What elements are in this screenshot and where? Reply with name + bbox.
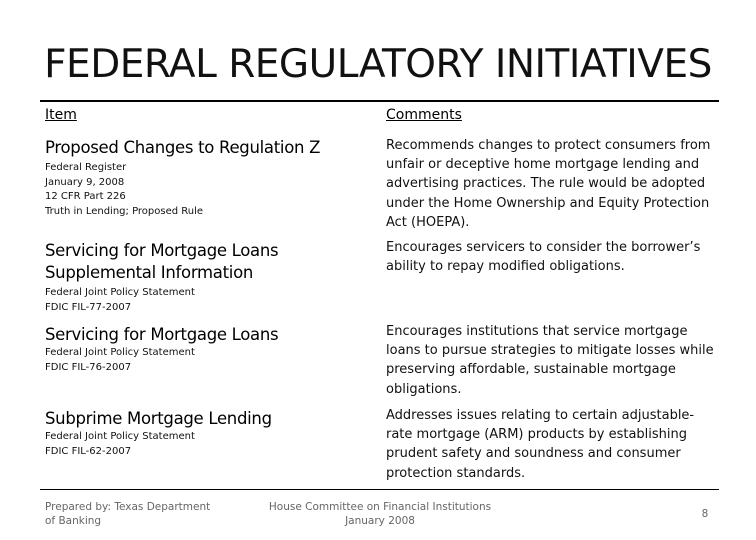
meta-line: January 9, 2008: [45, 176, 125, 188]
comment-line: rate mortgage (ARM) products by establishing: [386, 427, 688, 443]
item-comment: [386, 136, 716, 232]
comment-line: under the Home Ownership and Equity Protection: [386, 195, 710, 211]
column-header-comments: Comments: [386, 107, 462, 123]
item-meta: [45, 346, 345, 375]
title-line: Supplemental Information: [45, 263, 254, 282]
item-title: Subprime Mortgage Lending: [45, 409, 272, 428]
item-comment: [386, 322, 716, 399]
item-comment: [386, 406, 716, 483]
meta-line: Truth in Lending; Proposed Rule: [45, 205, 204, 217]
comment-line: Addresses issues relating to certain adjustable-: [386, 408, 695, 423]
footer-line: Prepared by: Texas Department: [45, 501, 211, 513]
footer-committee: [260, 500, 500, 528]
title-line: Servicing for Mortgage Loans: [45, 241, 279, 260]
item-title: Proposed Changes to Regulation Z: [45, 138, 321, 157]
slide-title: FEDERAL REGULATORY INITIATIVES: [44, 42, 712, 87]
comment-line: ability to repay modified obligations.: [386, 259, 625, 275]
footer-line: of Banking: [45, 515, 102, 527]
meta-line: 12 CFR Part 226: [45, 191, 126, 202]
comment-line: loans to pursue strategies to mitigate losses while: [386, 343, 714, 359]
item-title: [45, 240, 345, 284]
meta-line: FDIC FIL-62-2007: [45, 445, 132, 457]
comment-line: Act (HOEPA).: [386, 214, 470, 230]
page-number: 8: [701, 508, 709, 520]
comment-line: Encourages institutions that service mortgage: [386, 324, 688, 339]
comment-line: preserving affordable, sustainable mortgage: [386, 362, 676, 378]
comment-line: advertising practices. The rule would be adopted: [386, 176, 706, 192]
footer-line: January 2008: [345, 515, 415, 527]
comment-line: Encourages servicers to consider the borrower’s: [386, 240, 701, 255]
header-rule: [40, 100, 719, 102]
item-comment: [386, 238, 716, 276]
comment-line: prudent safety and soundness and consumer: [386, 446, 681, 462]
comment-line: unfair or deceptive home mortgage lending and: [386, 157, 700, 173]
meta-line: Federal Joint Policy Statement: [45, 347, 195, 358]
comment-line: Recommends changes to protect consumers from: [386, 138, 711, 153]
meta-line: Federal Joint Policy Statement: [45, 431, 195, 442]
meta-line: FDIC FIL-76-2007: [45, 361, 132, 373]
meta-line: Federal Register: [45, 162, 127, 173]
footer-prepared-by: [45, 500, 215, 528]
item-meta: [45, 430, 345, 459]
footer-rule: [40, 489, 719, 490]
comment-line: protection standards.: [386, 465, 526, 481]
footer-line: House Committee on Financial Institutions: [268, 501, 492, 513]
item-title: Servicing for Mortgage Loans: [45, 325, 279, 344]
meta-line: Federal Joint Policy Statement: [45, 287, 195, 298]
item-meta: [45, 286, 345, 315]
comment-line: obligations.: [386, 381, 462, 397]
column-header-item: Item: [45, 107, 77, 123]
item-meta: [45, 161, 345, 219]
meta-line: FDIC FIL-77-2007: [45, 301, 132, 313]
